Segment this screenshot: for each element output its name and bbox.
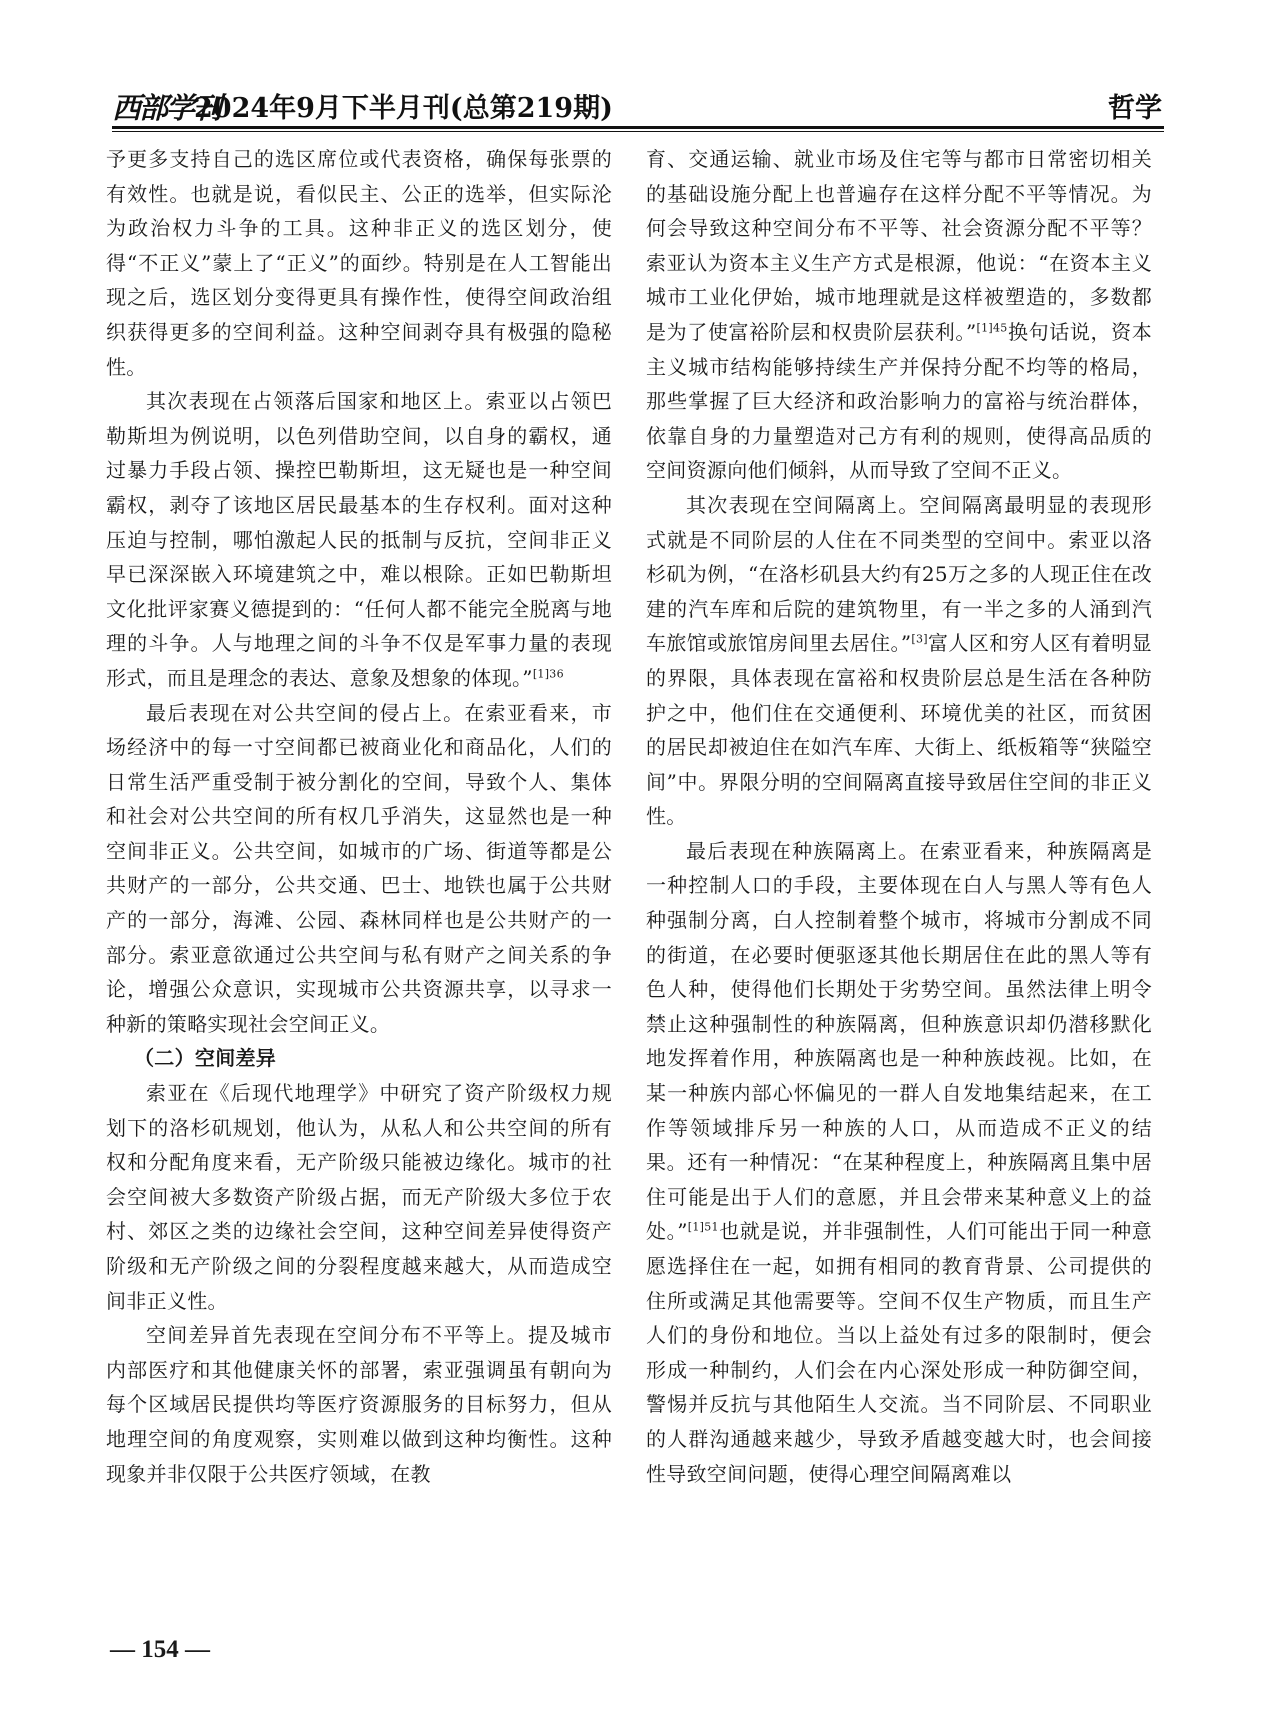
paragraph [106, 384, 612, 695]
paragraph [646, 142, 1152, 488]
paragraph-text: 换句话说，资本主义城市结构能够持续生产并保持分配不均等的格局，那些掌握了巨大经济和政治影响力的富裕与统治群体，依靠自身的力量塑造对己方有利的规则，使得高品质的空间资源向他们倾斜，从而导致了空间不正义。 [646, 319, 1152, 483]
section-heading: （二）空间差异 [134, 1046, 277, 1071]
paragraph: 索亚在《后现代地理学》中研究了资产阶级权力规划下的洛杉矶规划，他认为，从私人和公共空间的所有权和分配角度来看，无产阶级只能被边缘化。城市的社会空间被大多数资产阶级占据，而无产阶级大多位于农村、郊区之类的边缘社会空间，这种空间差异使得资产阶级和无产阶级之间的分裂程度越来越大，从而造成空间非正义性。 [106, 1081, 612, 1313]
paragraph: 最后表现在对公共空间的侵占上。在索亚看来，市场经济中的每一寸空间都已被商业化和商品化，人们的日常生活严重受制于被分割化的空间，导致个人、集体和社会对公共空间的所有权几乎消失，这显然也是一种空间非正义。公共空间，如城市的广场、街道等都是公共财产的一部分，公共交通、巴士、地铁也属于公共财产的一部分，海滩、公园、森林同样也是公共财产的一部分。索亚意欲通过公共空间与私有财产之间关系的争论，增强公众意识，实现城市公共资源共享，以寻求一种新的策略实现社会空间正义。 [106, 700, 612, 1036]
journal-logo: 西部学刊 [112, 91, 221, 125]
paragraph: 予更多支持自己的选区席位或代表资格，确保每张票的有效性。也就是说，看似民主、公正的选举，但实际沦为政治权力斗争的工具。这种非正义的选区划分，使得“不正义”蒙上了“正义”的面纱。特别是在人工智能出现之后，选区划分变得更具有操作性，使得空间政治组织获得更多的空间利益。这种空间剥夺具有极强的隐秘性。 [106, 147, 612, 379]
left-column [106, 142, 612, 1491]
header-rule-thin [112, 131, 1164, 132]
citation: [1]51 [687, 1220, 719, 1234]
paragraph: 空间差异首先表现在空间分布不平等上。提及城市内部医疗和其他健康关怀的部署，索亚强调虽有朝向为每个区域居民提供均等医疗资源服务的目标努力，但从地理空间的角度观察，实则难以做到这种均衡性。这种现象并非仅限于公共医疗领域，在教 [106, 1323, 612, 1486]
issue-info: 2024年9月下半月刊(总第219期) [194, 93, 613, 124]
paragraph [646, 834, 1152, 1491]
paragraph-text: 也就是说，并非强制性，人们可能出于同一种意愿选择住在一起，如拥有相同的教育背景、公司提供的住所或满足其他需要等。空间不仅生产物质，而且生产人们的身份和地位。当以上益处有过多的限制时，便会形成一种制约，人们会在内心深处形成一种防御空间，警惕并反抗与其他陌生人交流。当不同阶层、不同职业的人群沟通越来越少，导致矛盾越变越大时，也会间接性导致空间问题，使得心理空间隔离难以 [646, 1219, 1152, 1486]
paragraph-text: 最后表现在种族隔离上。在索亚看来，种族隔离是一种控制人口的手段，主要体现在白人与黑人等有色人种强制分离，白人控制着整个城市，将城市分割成不同的街道，在必要时便驱逐其他长期居住在此的黑人等有色人种，使得他们长期处于劣势空间。虽然法律上明令禁止这种强制性的种族隔离，但种族意识却仍潜移默化地发挥着作用，种族隔离也是一种种族歧视。比如，在某一种族内部心怀偏见的一群人自发地集结起来，在工作等领域排斥另一种族的人口，从而造成不正义的结果。还有一种情况：“在某种程度上，种族隔离且集中居住可能是出于人们的意愿，并且会带来某种意义上的益处。” [646, 838, 1152, 1244]
citation: [3] [911, 632, 928, 646]
page-number: — 154 — [110, 1636, 210, 1663]
paragraph [646, 488, 1152, 834]
paragraph-text: 育、交通运输、就业市场及住宅等与都市日常密切相关的基础设施分配上也普遍存在这样分配不平等情况。为何会导致这种空间分布不平等、社会资源分配不平等？索亚认为资本主义生产方式是根源，他说：“在资本主义城市工业化伊始，城市地理就是这样被塑造的，多数都是为了使富裕阶层和权贵阶层获利。” [646, 147, 1152, 344]
paragraph-text: 富人区和穷人区有着明显的界限，具体表现在富裕和权贵阶层总是生活在各种防护之中，他们住在交通便利、环境优美的社区，而贫困的居民却被迫住在如汽车库、大街上、纸板箱等“狭隘空间”中。界限分明的空间隔离直接导致居住空间的非正义性。 [646, 631, 1152, 829]
right-column [646, 142, 1152, 1491]
header-rule-thick [112, 126, 1164, 129]
citation: [1]36 [532, 667, 564, 681]
section-label: 哲学 [1108, 93, 1162, 124]
paragraph-text: 其次表现在空间隔离上。空间隔离最明显的表现形式就是不同阶层的人住在不同类型的空间中。索亚以洛杉矶为例，“在洛杉矶县大约有25万之多的人现正住在改建的汽车库和后院的建筑物里，有一半之多的人涌到汽车旅馆或旅馆房间里去居住。” [646, 492, 1152, 656]
citation: [1]45 [976, 321, 1008, 335]
running-header [112, 84, 1164, 126]
paragraph-text: 其次表现在占领落后国家和地区上。索亚以占领巴勒斯坦为例说明，以色列借助空间，以自身的霸权，通过暴力手段占领、操控巴勒斯坦，这无疑也是一种空间霸权，剥夺了该地区居民最基本的生存权利。面对这种压迫与控制，哪怕激起人民的抵制与反抗，空间非正义早已深深嵌入环境建筑之中，难以根除。正如巴勒斯坦文化批评家赛义德提到的：“任何人都不能完全脱离与地理的斗争。人与地理之间的斗争不仅是军事力量的表现形式，而且是理念的表达、意象及想象的体现。” [106, 389, 612, 690]
